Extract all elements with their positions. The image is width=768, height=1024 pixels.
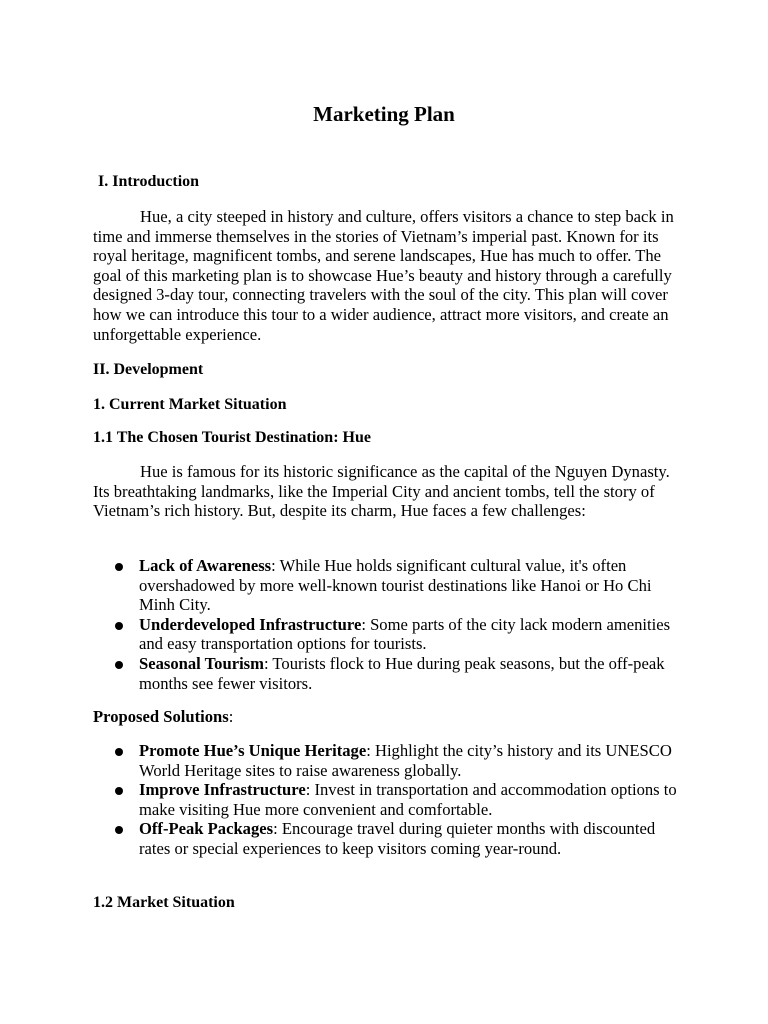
list-item-term: Underdeveloped Infrastructure	[139, 614, 362, 634]
solutions-list	[93, 741, 683, 859]
bullet-icon	[115, 661, 123, 669]
challenges-list	[93, 556, 683, 693]
list-item-term: Off-Peak Packages	[139, 819, 274, 839]
intro-paragraph: Hue, a city steeped in history and culture, offers visitors a chance to step back in time and immerse themselves in the stories of Vietnam’s imperial past. Known for its royal heritage, magnificent tombs, and serene landscapes, Hue has much to offer. The goal of this marketing plan is to showcase Hue’s beauty and history through a carefully designed 3-day tour, connecting travelers with the soul of the city. This plan will cover how we can introduce this tour to a wider audience, attract more visitors, and create an unforgettable experience.	[93, 207, 674, 344]
bullet-icon	[115, 563, 123, 571]
list-item-term: Promote Hue’s Unique Heritage	[139, 741, 367, 760]
list-item	[93, 741, 683, 780]
list-item	[93, 780, 683, 819]
bullet-icon	[115, 787, 123, 795]
list-item	[93, 654, 683, 693]
destination-heading: 1.1 The Chosen Tourist Destination: Hue	[93, 429, 371, 446]
list-item	[93, 615, 683, 654]
document-title: Marketing Plan	[313, 102, 455, 126]
list-item-text: : Encourage travel during quieter months with discounted rates or special experiences to keep visitors coming year-round.	[139, 819, 656, 858]
intro-heading: I. Introduction	[98, 173, 200, 190]
market-situation-heading: 1.2 Market Situation	[93, 894, 235, 911]
solutions-heading-label: Proposed Solutions	[93, 707, 229, 726]
bullet-icon	[115, 826, 123, 834]
list-item-term: Lack of Awareness	[139, 556, 272, 575]
current-market-heading: 1. Current Market Situation	[93, 396, 287, 413]
destination-paragraph: Hue is famous for its historic significance as the capital of the Nguyen Dynasty. Its breathtaking landmarks, like the Imperial City and ancient tombs, tell the story of Vietnam’s rich history. But, despite its charm, Hue faces a few challenges:	[93, 462, 670, 521]
list-item-text: : Some parts of the city lack modern amenities and easy transportation options for tourists.	[139, 614, 671, 654]
bullet-icon	[115, 622, 123, 630]
list-item	[93, 556, 683, 615]
bullet-icon	[115, 748, 123, 756]
list-item-text: : Tourists flock to Hue during peak seasons, but the off-peak months see fewer visitors.	[139, 653, 665, 693]
list-item-text: : Invest in transportation and accommodation options to make visiting Hue more convenient and comfortable.	[139, 780, 677, 819]
list-item-term: Seasonal Tourism	[139, 653, 264, 673]
list-item-term: Improve Infrastructure	[139, 780, 306, 800]
list-item	[93, 819, 683, 858]
solutions-heading	[93, 707, 233, 727]
list-item-text: : While Hue holds significant cultural value, it's often overshadowed by more well-known tourist destinations like Hanoi or Ho Chi Minh City.	[139, 556, 652, 615]
list-item-text: : Highlight the city’s history and its UNESCO World Heritage sites to raise awareness globally.	[139, 741, 672, 780]
solutions-heading-colon: :	[228, 707, 234, 726]
development-heading: II. Development	[93, 361, 204, 378]
